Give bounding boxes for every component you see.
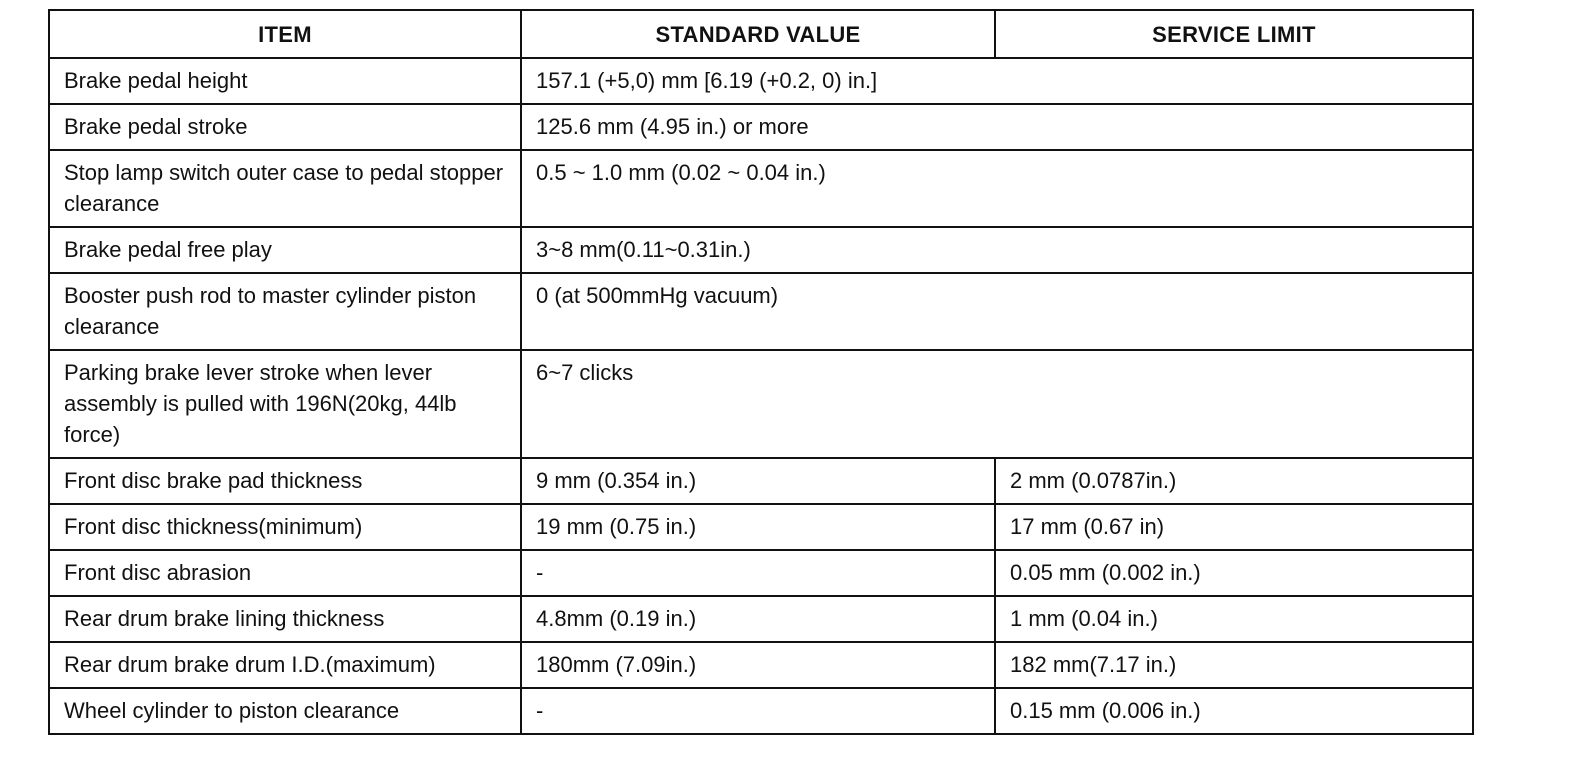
brake-specifications-table <box>48 9 1474 735</box>
standard-value-cell: 0.5 ~ 1.0 mm (0.02 ~ 0.04 in.) <box>521 150 1473 227</box>
column-header-standard-value: STANDARD VALUE <box>521 10 995 58</box>
table-row <box>49 350 1473 458</box>
service-limit-cell: 0.05 mm (0.002 in.) <box>995 550 1473 596</box>
table-row <box>49 104 1473 150</box>
item-cell: Wheel cylinder to piston clearance <box>49 688 521 734</box>
item-cell: Booster push rod to master cylinder piston clearance <box>49 273 521 350</box>
item-cell: Front disc brake pad thickness <box>49 458 521 504</box>
standard-value-cell: 3~8 mm(0.11~0.31in.) <box>521 227 1473 273</box>
table-row <box>49 150 1473 227</box>
table-row <box>49 227 1473 273</box>
standard-value-cell: 180mm (7.09in.) <box>521 642 995 688</box>
service-limit-cell: 1 mm (0.04 in.) <box>995 596 1473 642</box>
table-row <box>49 273 1473 350</box>
standard-value-cell: 6~7 clicks <box>521 350 1473 458</box>
standard-value-cell: - <box>521 688 995 734</box>
column-header-service-limit: SERVICE LIMIT <box>995 10 1473 58</box>
standard-value-cell: 19 mm (0.75 in.) <box>521 504 995 550</box>
item-cell: Brake pedal free play <box>49 227 521 273</box>
standard-value-cell: 157.1 (+5,0) mm [6.19 (+0.2, 0) in.] <box>521 58 1473 104</box>
item-cell: Rear drum brake lining thickness <box>49 596 521 642</box>
standard-value-cell: 125.6 mm (4.95 in.) or more <box>521 104 1473 150</box>
standard-value-cell: - <box>521 550 995 596</box>
item-cell: Front disc thickness(minimum) <box>49 504 521 550</box>
table-row <box>49 688 1473 734</box>
service-limit-cell: 17 mm (0.67 in) <box>995 504 1473 550</box>
table-row <box>49 550 1473 596</box>
table-header-row <box>49 10 1473 58</box>
item-cell: Brake pedal height <box>49 58 521 104</box>
service-limit-cell: 2 mm (0.0787in.) <box>995 458 1473 504</box>
table-row <box>49 596 1473 642</box>
table-row <box>49 504 1473 550</box>
service-limit-cell: 182 mm(7.17 in.) <box>995 642 1473 688</box>
standard-value-cell: 9 mm (0.354 in.) <box>521 458 995 504</box>
item-cell: Brake pedal stroke <box>49 104 521 150</box>
table-row <box>49 642 1473 688</box>
standard-value-cell: 4.8mm (0.19 in.) <box>521 596 995 642</box>
item-cell: Parking brake lever stroke when lever assembly is pulled with 196N(20kg, 44lb force) <box>49 350 521 458</box>
table-row <box>49 458 1473 504</box>
column-header-item: ITEM <box>49 10 521 58</box>
table-row <box>49 58 1473 104</box>
item-cell: Stop lamp switch outer case to pedal stopper clearance <box>49 150 521 227</box>
service-limit-cell: 0.15 mm (0.006 in.) <box>995 688 1473 734</box>
standard-value-cell: 0 (at 500mmHg vacuum) <box>521 273 1473 350</box>
item-cell: Rear drum brake drum I.D.(maximum) <box>49 642 521 688</box>
item-cell: Front disc abrasion <box>49 550 521 596</box>
